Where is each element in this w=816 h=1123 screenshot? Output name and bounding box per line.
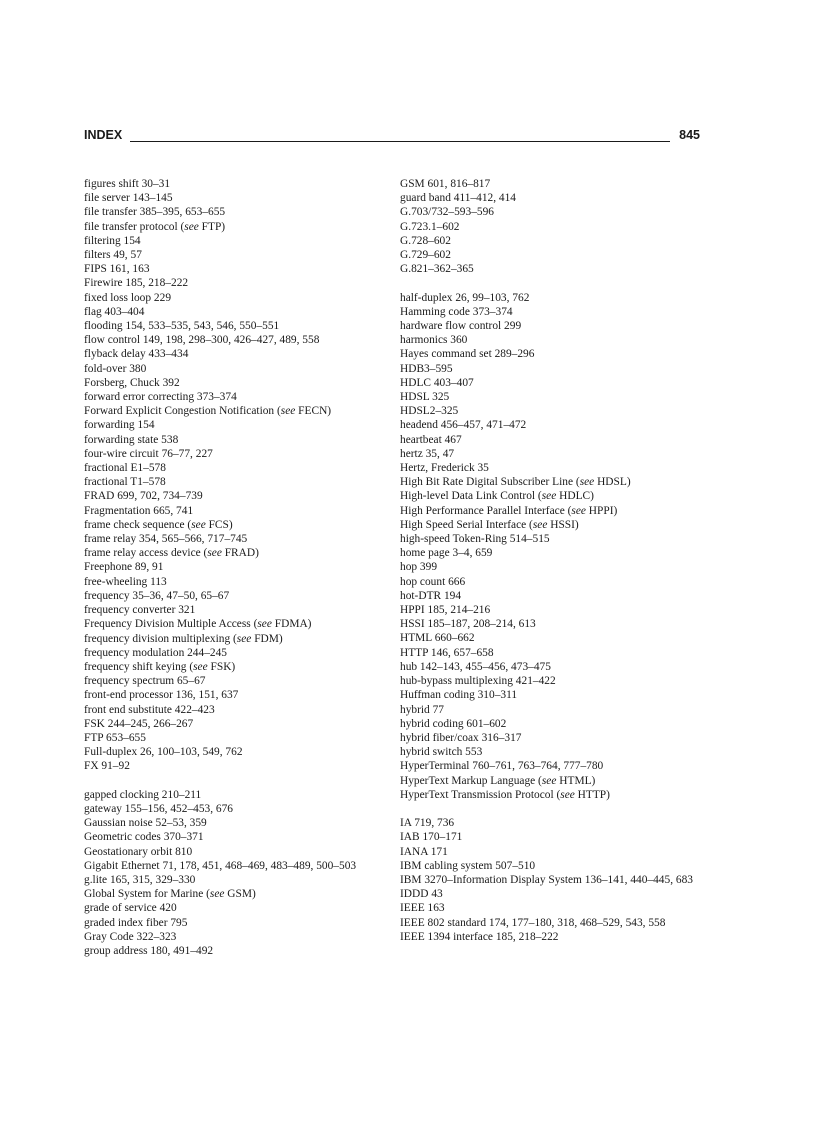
index-entry-text: flag 403–404: [84, 305, 145, 318]
see-target: FCS): [205, 518, 233, 531]
index-entry: [84, 717, 389, 731]
index-column-right: [400, 177, 700, 944]
index-entry: [84, 916, 389, 930]
index-entry: [400, 433, 700, 447]
index-entry: [84, 234, 389, 248]
index-entry-text: file transfer 385–395, 653–655: [84, 206, 226, 219]
index-entry-text: IEEE 163: [400, 902, 445, 915]
index-column-left: [84, 177, 389, 958]
index-entry: [84, 759, 389, 773]
index-entry: [84, 930, 389, 944]
index-entry: [400, 660, 700, 674]
index-entry-text: home page 3–4, 659: [400, 547, 493, 560]
index-entry-text: g.lite 165, 315, 329–330: [84, 873, 196, 886]
index-entry-text: HTML 660–662: [400, 632, 475, 645]
index-entry: [400, 816, 700, 830]
see-reference: see: [280, 405, 296, 418]
index-entry-text: frequency 35–36, 47–50, 65–67: [84, 589, 230, 602]
see-reference: see: [193, 660, 208, 673]
index-entry: [84, 575, 389, 589]
index-entry: [84, 177, 389, 191]
index-entry: [84, 546, 389, 560]
see-reference: see: [207, 547, 222, 560]
index-entry: [400, 717, 700, 731]
index-entry: [400, 560, 700, 574]
index-entry: [84, 532, 389, 546]
index-entry-text: Hamming code 373–374: [400, 305, 513, 318]
index-entry: [84, 845, 389, 859]
index-entry: [400, 532, 700, 546]
index-entry-text: hop 399: [400, 561, 438, 574]
index-entry-text: fold-over 380: [84, 362, 147, 375]
index-entry-text: frame relay 354, 565–566, 717–745: [84, 533, 248, 546]
index-entry-text: guard band 411–412, 414: [400, 192, 516, 205]
index-entry-text: hybrid switch 553: [400, 746, 483, 759]
index-entry-text: graded index fiber 795: [84, 916, 188, 929]
index-entry-text: Freephone 89, 91: [84, 561, 164, 574]
index-entry-text: IANA 171: [400, 845, 448, 858]
index-entry: [84, 418, 389, 432]
index-entry-text: gateway 155–156, 452–453, 676: [84, 802, 234, 815]
index-entry-text: HSSI 185–187, 208–214, 613: [400, 618, 536, 631]
see-reference: see: [571, 504, 586, 517]
index-entry-text: Hayes command set 289–296: [400, 348, 535, 361]
index-entry: [400, 916, 700, 930]
index-entry-text: forwarding 154: [84, 419, 155, 432]
index-entry: [84, 873, 389, 887]
see-target: HPPI): [585, 504, 618, 517]
index-entry-text: free-wheeling 113: [84, 575, 167, 588]
index-entry-text: Full-duplex 26, 100–103, 549, 762: [84, 746, 243, 759]
index-entry: [84, 475, 389, 489]
index-entry: [84, 660, 389, 674]
index-entry-text: IBM cabling system 507–510: [400, 859, 536, 872]
index-entry-text: frequency converter 321: [84, 604, 196, 617]
index-entry: [400, 759, 700, 773]
index-entry-text: fractional E1–578: [84, 462, 166, 475]
index-entry-text: heartbeat 467: [400, 433, 462, 446]
index-entry-text: hardware flow control 299: [400, 320, 522, 333]
running-header-title: INDEX: [84, 128, 123, 142]
see-target: FECN): [295, 405, 332, 418]
index-entry: [400, 774, 700, 788]
index-entry-text: hertz 35, 47: [400, 447, 455, 460]
index-entry-text: hybrid 77: [400, 703, 444, 716]
index-entry-text: fractional T1–578: [84, 476, 166, 489]
index-entry: [400, 404, 700, 418]
index-entry: [84, 731, 389, 745]
index-entry: [84, 291, 389, 305]
header-rule: [130, 141, 670, 142]
index-entry-text: G.728–602: [400, 234, 451, 247]
index-entry-text: fixed loss loop 229: [84, 291, 172, 304]
index-entry-text: High Performance Parallel Interface (: [400, 504, 572, 517]
index-entry-text: G.703/732–593–596: [400, 206, 494, 219]
index-entry-text: HPPI 185, 214–216: [400, 604, 491, 617]
index-entry: [400, 376, 700, 390]
index-entry-text: figures shift 30–31: [84, 178, 171, 190]
index-entry: [84, 489, 389, 503]
index-entry: [84, 362, 389, 376]
index-entry: [84, 262, 389, 276]
see-target: HDSL): [594, 476, 631, 489]
see-reference: see: [257, 618, 272, 631]
letter-group-gap: [400, 276, 700, 290]
index-entry: [84, 433, 389, 447]
index-entry-text: frequency division multiplexing (: [84, 632, 237, 645]
index-entry-text: gapped clocking 210–211: [84, 788, 202, 801]
index-entry: [400, 447, 700, 461]
index-entry: [400, 703, 700, 717]
index-entry: [400, 617, 700, 631]
index-entry: [84, 390, 389, 404]
see-target: HDLC): [556, 490, 594, 503]
index-entry: [84, 404, 389, 418]
index-entry-text: forward error correcting 373–374: [84, 391, 237, 404]
index-entry: [400, 333, 700, 347]
index-entry: [400, 859, 700, 873]
index-entry: [400, 887, 700, 901]
index-entry: [400, 234, 700, 248]
see-reference: see: [541, 490, 557, 503]
index-entry: [84, 674, 389, 688]
see-reference: see: [532, 518, 548, 531]
index-entry-text: HDB3–595: [400, 362, 453, 375]
see-target: HTML): [556, 774, 596, 787]
index-entry-text: hot-DTR 194: [400, 589, 462, 602]
index-entry: [84, 901, 389, 915]
index-entry-text: Fragmentation 665, 741: [84, 504, 194, 517]
see-target: HSSI): [547, 518, 579, 531]
index-entry: [84, 376, 389, 390]
letter-group-gap: [84, 774, 389, 788]
see-reference: see: [236, 632, 252, 645]
index-entry-text: Hertz, Frederick 35: [400, 462, 489, 475]
index-entry-text: Gaussian noise 52–53, 359: [84, 817, 207, 830]
index-entry: [400, 788, 700, 802]
index-entry-text: flow control 149, 198, 298–300, 426–427, 489, 558: [84, 334, 320, 347]
index-entry: [400, 489, 700, 503]
index-entry: [400, 390, 700, 404]
index-entry-text: Gray Code 322–323: [84, 930, 177, 943]
index-entry-text: flooding 154, 533–535, 543, 546, 550–551: [84, 320, 280, 333]
index-entry-text: file transfer protocol (: [84, 220, 185, 233]
index-entry-text: Huffman coding 310–311: [400, 689, 518, 702]
index-entry-text: Geostationary orbit 810: [84, 845, 193, 858]
index-entry: [400, 603, 700, 617]
index-entry-text: FRAD 699, 702, 734–739: [84, 490, 203, 503]
index-entry-text: hybrid coding 601–602: [400, 717, 507, 730]
index-entry: [400, 220, 700, 234]
page-number: 845: [679, 128, 700, 142]
index-entry: [84, 617, 389, 631]
index-entry-text: G.729–602: [400, 249, 451, 262]
index-entry-text: filters 49, 57: [84, 249, 142, 262]
letter-group-gap: [400, 802, 700, 816]
index-entry: [400, 248, 700, 262]
index-entry: [84, 688, 389, 702]
index-entry: [84, 589, 389, 603]
see-reference: see: [579, 476, 595, 489]
index-entry-text: four-wire circuit 76–77, 227: [84, 447, 213, 460]
index-entry-text: frame check sequence (: [84, 518, 192, 531]
index-entry: [84, 305, 389, 319]
index-entry-text: front end substitute 422–423: [84, 703, 215, 716]
index-entry: [84, 646, 389, 660]
index-entry-text: hybrid fiber/coax 316–317: [400, 731, 522, 744]
index-entry: [84, 276, 389, 290]
see-reference: see: [560, 788, 575, 801]
index-entry: [400, 518, 700, 532]
index-entry-text: High Bit Rate Digital Subscriber Line (: [400, 476, 580, 489]
index-entry-text: high-speed Token-Ring 514–515: [400, 533, 550, 546]
see-reference: see: [191, 518, 206, 531]
index-entry: [84, 518, 389, 532]
index-entry-text: grade of service 420: [84, 902, 177, 915]
index-entry: [84, 205, 389, 219]
index-entry-text: file server 143–145: [84, 192, 173, 205]
index-entry: [84, 632, 389, 646]
index-entry: [84, 859, 389, 873]
index-entry: [400, 745, 700, 759]
index-entry-text: Global System for Marine (: [84, 888, 210, 901]
index-entry-text: frequency shift keying (: [84, 660, 194, 673]
index-entry: [84, 333, 389, 347]
index-entry-text: Frequency Division Multiple Access (: [84, 618, 258, 631]
index-entry-text: frequency modulation 244–245: [84, 646, 227, 659]
see-target: FDM): [251, 632, 283, 645]
index-entry-text: filtering 154: [84, 234, 141, 247]
index-entry: [84, 461, 389, 475]
see-target: HTTP): [574, 788, 610, 801]
index-entry-text: Firewire 185, 218–222: [84, 277, 189, 290]
index-entry: [400, 347, 700, 361]
index-entry: [400, 362, 700, 376]
see-target: FTP): [198, 220, 226, 233]
index-entry: [84, 248, 389, 262]
see-reference: see: [184, 220, 199, 233]
index-entry: [400, 845, 700, 859]
index-entry: [400, 305, 700, 319]
index-entry: [84, 447, 389, 461]
index-entry-text: FSK 244–245, 266–267: [84, 717, 194, 730]
see-target: FRAD): [221, 547, 259, 560]
index-entry: [84, 745, 389, 759]
see-reference: see: [209, 888, 225, 901]
index-entry: [400, 631, 700, 645]
index-entry: [400, 731, 700, 745]
index-entry: [84, 816, 389, 830]
index-entry-text: frequency spectrum 65–67: [84, 675, 206, 688]
index-entry: [84, 802, 389, 816]
see-reference: see: [541, 774, 557, 787]
index-entry-text: IEEE 802 standard 174, 177–180, 318, 468–529, 543, 558: [400, 916, 666, 929]
index-entry-text: hub-bypass multiplexing 421–422: [400, 675, 556, 688]
index-entry: [400, 901, 700, 915]
index-entry: [84, 319, 389, 333]
index-entry-text: Geometric codes 370–371: [84, 831, 204, 844]
index-entry-text: Forward Explicit Congestion Notification (: [84, 405, 281, 418]
index-entry: [400, 319, 700, 333]
index-entry: [84, 504, 389, 518]
index-entry: [84, 603, 389, 617]
index-entry-text: High Speed Serial Interface (: [400, 518, 533, 531]
index-entry: [400, 177, 700, 191]
index-entry: [400, 646, 700, 660]
index-entry-text: half-duplex 26, 99–103, 762: [400, 291, 530, 304]
index-entry: [400, 830, 700, 844]
index-entry-text: HDSL 325: [400, 391, 450, 404]
index-entry-text: IBM 3270–Information Display System 136–141, 440–445, 683: [400, 873, 693, 886]
index-entry-text: HTTP 146, 657–658: [400, 646, 494, 659]
index-entry-text: group address 180, 491–492: [84, 944, 214, 957]
index-entry-text: FX 91–92: [84, 760, 130, 773]
index-entry: [400, 418, 700, 432]
index-entry-text: FTP 653–655: [84, 731, 146, 744]
index-entry: [400, 475, 700, 489]
index-entry: [84, 944, 389, 958]
index-entry: [84, 788, 389, 802]
index-entry-text: High-level Data Link Control (: [400, 490, 542, 503]
index-entry: [400, 504, 700, 518]
index-entry-text: HyperTerminal 760–761, 763–764, 777–780: [400, 760, 604, 773]
index-entry-text: HDSL2–325: [400, 405, 459, 418]
index-entry: [84, 560, 389, 574]
index-entry: [84, 830, 389, 844]
index-entry-text: flyback delay 433–434: [84, 348, 189, 361]
index-entry-text: FIPS 161, 163: [84, 263, 150, 276]
index-entry: [84, 887, 389, 901]
see-target: FSK): [207, 660, 236, 673]
index-entry-text: HyperText Transmission Protocol (: [400, 788, 561, 801]
index-entry-text: headend 456–457, 471–472: [400, 419, 527, 432]
see-target: FDMA): [271, 618, 312, 631]
index-entry-text: hop count 666: [400, 575, 466, 588]
index-entry: [84, 347, 389, 361]
index-entry-text: frame relay access device (: [84, 547, 208, 560]
index-entry: [400, 461, 700, 475]
index-entry: [400, 262, 700, 276]
index-entry: [400, 575, 700, 589]
index-entry-text: harmonics 360: [400, 334, 468, 347]
index-entry-text: front-end processor 136, 151, 637: [84, 689, 239, 702]
index-entry-text: HyperText Markup Language (: [400, 774, 542, 787]
index-entry-text: hub 142–143, 455–456, 473–475: [400, 660, 551, 673]
index-entry: [400, 191, 700, 205]
index-entry-text: IAB 170–171: [400, 831, 463, 844]
index-entry-text: IDDD 43: [400, 888, 443, 901]
index-entry-text: IA 719, 736: [400, 817, 455, 830]
index-entry: [400, 688, 700, 702]
index-entry-text: IEEE 1394 interface 185, 218–222: [400, 930, 559, 943]
index-entry: [400, 873, 700, 887]
index-entry-text: HDLC 403–407: [400, 376, 474, 389]
index-entry: [400, 291, 700, 305]
index-entry: [400, 589, 700, 603]
index-entry: [84, 191, 389, 205]
index-entry: [400, 546, 700, 560]
index-entry-text: G.821–362–365: [400, 263, 474, 276]
index-entry-text: Gigabit Ethernet 71, 178, 451, 468–469, 483–489, 500–503: [84, 859, 357, 872]
index-entry-text: G.723.1–602: [400, 220, 460, 233]
index-entry: [400, 205, 700, 219]
index-entry: [400, 674, 700, 688]
index-entry: [84, 220, 389, 234]
index-entry-text: forwarding state 538: [84, 433, 179, 446]
index-entry-text: Forsberg, Chuck 392: [84, 376, 180, 389]
index-entry-text: GSM 601, 816–817: [400, 178, 491, 190]
index-entry: [400, 930, 700, 944]
index-entry: [84, 703, 389, 717]
see-target: GSM): [224, 888, 256, 901]
